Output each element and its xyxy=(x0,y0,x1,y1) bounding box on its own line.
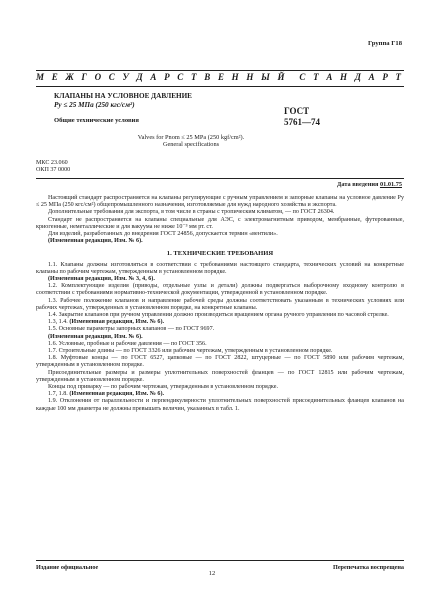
change-note: (Измененная редакция, Изм. № 6). xyxy=(69,391,165,398)
clause-1-4: 1.4. Закрытие клапанов при ручном управлении должно производиться вращением органа ручного управления по часовой стрелке. xyxy=(48,312,389,319)
banner-letter: Ы xyxy=(261,72,271,82)
english-title-line-1: Valves for Pnom ≤ 25 MPa (250 kgf/cm²). xyxy=(137,134,245,141)
banner-letter: Е xyxy=(51,72,59,82)
effective-date xyxy=(337,181,402,188)
official-edition-label: Издание официальное xyxy=(36,564,99,571)
title-subtitle: Общие технические условия xyxy=(54,117,139,124)
intro-paragraph: Дополнительные требования для экспорта, в том числе в страны с тропическим климатом, — по ГОСТ 26304. xyxy=(48,209,335,216)
footer-rule xyxy=(36,560,404,561)
banner-letter: А xyxy=(150,72,157,82)
gost-designation xyxy=(284,106,320,128)
banner-letter: М xyxy=(36,72,45,82)
effective-date-value: 01.01.75 xyxy=(379,181,402,188)
clause-1-3: 1.3. Рабочее положение клапанов и направление рабочей среды должны соответствовать указанным в технических условиях или рабочих чертежах, утвержденных в установленном порядке, на конкретные клапаны. xyxy=(36,297,404,311)
clause-1-1: 1.1. Клапаны должны изготовляться в соответствии с требованиями настоящего стандарта, технических условий на конкретные клапаны по рабочим чертежам, утвержденным в установленном порядке. xyxy=(36,261,404,275)
banner-letter: Р xyxy=(382,72,389,82)
interstate-standard-banner xyxy=(36,74,402,81)
okp-code: ОКП 37 0000 xyxy=(36,167,71,174)
title-line-1: КЛАПАНЫ НА УСЛОВНОЕ ДАВЛЕНИЕ xyxy=(54,92,192,100)
banner-letter: Т xyxy=(313,72,320,82)
banner-letter: С xyxy=(299,72,306,82)
banner-letter: Ж xyxy=(65,72,75,82)
clause-1-7: 1.7. Строительные длины — по ГОСТ 3326 или рабочим чертежам, утвержденным в установленном порядке. xyxy=(48,348,333,355)
gost-label: ГОСТ xyxy=(284,106,310,116)
clause-ref: 1.3, 1.4. xyxy=(48,319,68,326)
clause-ref: 1.7, 1.8. xyxy=(48,391,68,398)
banner-letter: Т xyxy=(395,72,402,82)
banner-letter: Г xyxy=(81,72,88,82)
title-block xyxy=(54,92,254,125)
intro-change-note: (Измененная редакция, Изм. № 6). xyxy=(48,238,143,245)
english-title xyxy=(106,134,276,149)
clause-1-9: 1.9. Отклонения от параллельности и перпендикулярности уплотнительных поверхностей присоединительных фланцев клапанов на каждые 100 мм диаметра не должны превышать величин, указанных в табл. 1. xyxy=(36,398,404,412)
effective-date-label: Дата введения xyxy=(337,181,379,188)
page-number: 12 xyxy=(208,570,216,577)
banner-rule xyxy=(36,86,404,87)
banner-letter: А xyxy=(326,72,333,82)
banner-letter: В xyxy=(204,72,211,82)
mks-code: МКС 23.060 xyxy=(36,160,68,166)
banner-letter: Д xyxy=(354,72,362,82)
section-heading: 1. ТЕХНИЧЕСКИЕ ТРЕБОВАНИЯ xyxy=(166,250,274,258)
banner-letter: С xyxy=(177,72,184,82)
gost-number: 5761—74 xyxy=(284,117,320,127)
banner-letter: Т xyxy=(191,72,198,82)
banner-letter: О xyxy=(94,72,102,82)
change-note: (Измененная редакция, Изм. № 6). xyxy=(48,333,143,340)
english-title-line-2: General specifications xyxy=(162,141,220,149)
intro-paragraph: Для изделий, разработанных до внедрения ГОСТ 24856, допускается термин «вентили». xyxy=(48,231,278,238)
clause-1-3-1-4-note xyxy=(36,319,404,326)
document-body xyxy=(36,195,404,413)
change-note: (Измененная редакция, Изм. № 6). xyxy=(69,319,165,326)
clause-1-5: 1.5. Основные параметры запорных клапанов — по ГОСТ 9697. xyxy=(48,326,215,333)
clause-1-8: 1.8. Муфтовые концы — по ГОСТ 6527, цапковые — по ГОСТ 2822, штуцерные — по ГОСТ 5890 или рабочим чертежам, утвержденным в установленном порядке. xyxy=(36,355,404,369)
clause-1-2: 1.2. Комплектующие изделия (приводы, отдельные узлы и детали) должны подвергаться выборочному входному контролю в соответствии с требованиями нормативно-технической документации, утвержденной в установленном порядке. xyxy=(36,283,404,297)
banner-letter: Й xyxy=(277,72,286,82)
intro-paragraph: Настоящий стандарт распространяется на клапаны регулирующие с ручным управлением и запорные клапаны на условное давление Pу ≤ 25 МПа (250 кгс/см²) общепромышленного назначения, изготовляемые для нужд народного хозяйства и экспорта. xyxy=(36,195,404,209)
banner-letter: У xyxy=(122,72,130,82)
top-rule xyxy=(36,70,404,71)
banner-letter: Е xyxy=(217,72,225,82)
banner-letter: А xyxy=(368,72,376,82)
clause-1-6: 1.6. Условные, пробные и рабочие давления — по ГОСТ 356. xyxy=(48,340,207,347)
banner-letter: Н xyxy=(231,72,240,82)
banner-letter: Р xyxy=(164,72,171,82)
reprint-prohibited-label: Перепечатка воспрещена xyxy=(333,564,404,571)
title-line-2: Pу ≤ 25 МПа (250 кгс/см²) xyxy=(54,101,135,109)
classification-codes xyxy=(36,160,70,174)
banner-letter: Д xyxy=(136,72,144,82)
date-rule xyxy=(36,178,404,179)
clause-1-8-welding: Концы под приварку — по рабочим чертежам, утвержденным в установленном порядке. xyxy=(48,384,278,391)
banner-letter: Н xyxy=(246,72,254,82)
change-note: (Измененная редакция, Изм. № 3, 4, 6). xyxy=(48,276,155,283)
intro-paragraph: Стандарт не распространяется на клапаны специальные для АЭС, с электромагнитным приводом, мембранные, футерованные, криогенные, неметаллические и для вакуума не ниже 10⁻³ мм рт. ст. xyxy=(36,216,404,230)
banner-letter: Н xyxy=(340,72,348,82)
group-code: Группа Г18 xyxy=(368,40,402,47)
banner-letter: С xyxy=(108,72,116,82)
clause-1-8-flanges: Присоединительные размеры и размеры уплотнительных поверхностей фланцев — по ГОСТ 12815 или рабочим чертежам, утвержденным в установленном порядке. xyxy=(36,369,404,383)
